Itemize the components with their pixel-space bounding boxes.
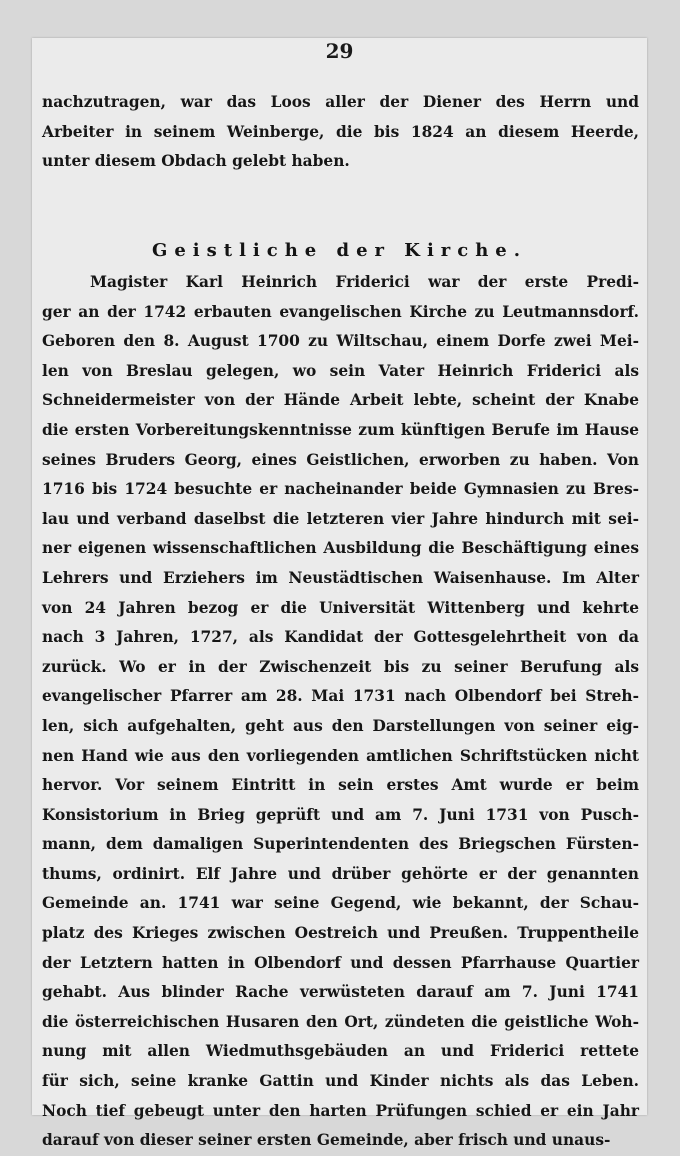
text-line: die österreichischen Husaren den Ort, zündeten die geistliche Woh- (42, 1012, 639, 1031)
text-line: mann, dem damaligen Superintendenten des Briegschen Fürsten- (42, 835, 639, 854)
text-line: seines Bruders Georg, eines Geistlichen, erworben zu haben. Von (42, 450, 639, 469)
text-line: nen Hand wie aus den vorliegenden amtlichen Schriftstücken nicht (42, 746, 639, 765)
text-line: Noch tief gebeugt unter den harten Prüfungen schied er ein Jahr (42, 1101, 639, 1120)
text-line: Schneidermeister von der Hände Arbeit lebte, scheint der Knabe (42, 391, 639, 410)
text-line: lau und verband daselbst die letzteren vier Jahre hindurch mit sei- (42, 509, 639, 528)
section-heading: Geistliche der Kirche. (151, 240, 528, 261)
page-number: 29 (325, 39, 354, 63)
text-line: ger an der 1742 erbauten evangelischen Kirche zu Leutmannsdorf. (42, 302, 639, 321)
book-page (32, 38, 647, 1150)
text-line: Arbeiter in seinem Weinberge, die bis 1824 an diesem Heerde, (42, 122, 639, 141)
text-line: die ersten Vorbereitungskenntnisse zum künftigen Berufe im Hause (42, 420, 639, 439)
text-line: Gemeinde an. 1741 war seine Gegend, wie bekannt, der Schau- (42, 894, 639, 913)
text-line: unter diesem Obdach gelebt haben. (42, 152, 350, 171)
text-line: nach 3 Jahren, 1727, als Kandidat der Gottesgelehrtheit von da (42, 628, 639, 647)
text-line: len von Breslau gelegen, wo sein Vater Heinrich Friderici als (42, 361, 639, 380)
text-line: hervor. Vor seinem Eintritt in sein erstes Amt wurde er beim (42, 776, 639, 795)
text-line: für sich, seine kranke Gattin und Kinder nichts als das Leben. (42, 1072, 639, 1091)
text-line: nachzutragen, war das Loos aller der Diener des Herrn und (42, 93, 639, 111)
text-line: darauf von dieser seiner ersten Gemeinde, aber frisch und unaus- (42, 1131, 611, 1150)
text-line: Lehrers und Erziehers im Neustädtischen Waisenhause. Im Alter (42, 568, 639, 587)
body-paragraph (42, 268, 639, 1156)
text-line: platz des Krieges zwischen Oestreich und Preußen. Truppentheile (42, 924, 639, 943)
text-line: Geboren den 8. August 1700 zu Wiltschau, einem Dorfe zwei Mei- (42, 332, 639, 351)
text-line: ner eigenen wissenschaftlichen Ausbildung die Beschäftigung eines (42, 539, 639, 558)
text-line: zurück. Wo er in der Zwischenzeit bis zu seiner Berufung als (42, 657, 639, 676)
text-line: gehabt. Aus blinder Rache verwüsteten darauf am 7. Juni 1741 (42, 983, 639, 1002)
text-line: Konsistorium in Brieg geprüft und am 7. Juni 1731 von Pusch- (42, 805, 639, 824)
text-line: von 24 Jahren bezog er die Universität Wittenberg und kehrte (42, 598, 639, 617)
text-line: evangelischer Pfarrer am 28. Mai 1731 nach Olbendorf bei Streh- (42, 687, 639, 706)
text-line: Magister Karl Heinrich Friderici war der erste Predi- (90, 273, 639, 291)
text-line: nung mit allen Wiedmuthsgebäuden an und Friderici rettete (42, 1042, 639, 1061)
intro-paragraph (42, 88, 639, 177)
text-line: 1716 bis 1724 besuchte er nacheinander beide Gymnasien zu Bres- (42, 480, 639, 499)
text-line: len, sich aufgehalten, geht aus den Darstellungen von seiner eig- (42, 716, 639, 735)
text-line: thums, ordinirt. Elf Jahre und drüber gehörte er der genannten (42, 864, 639, 883)
text-line: der Letztern hatten in Olbendorf und dessen Pfarrhause Quartier (42, 953, 639, 972)
